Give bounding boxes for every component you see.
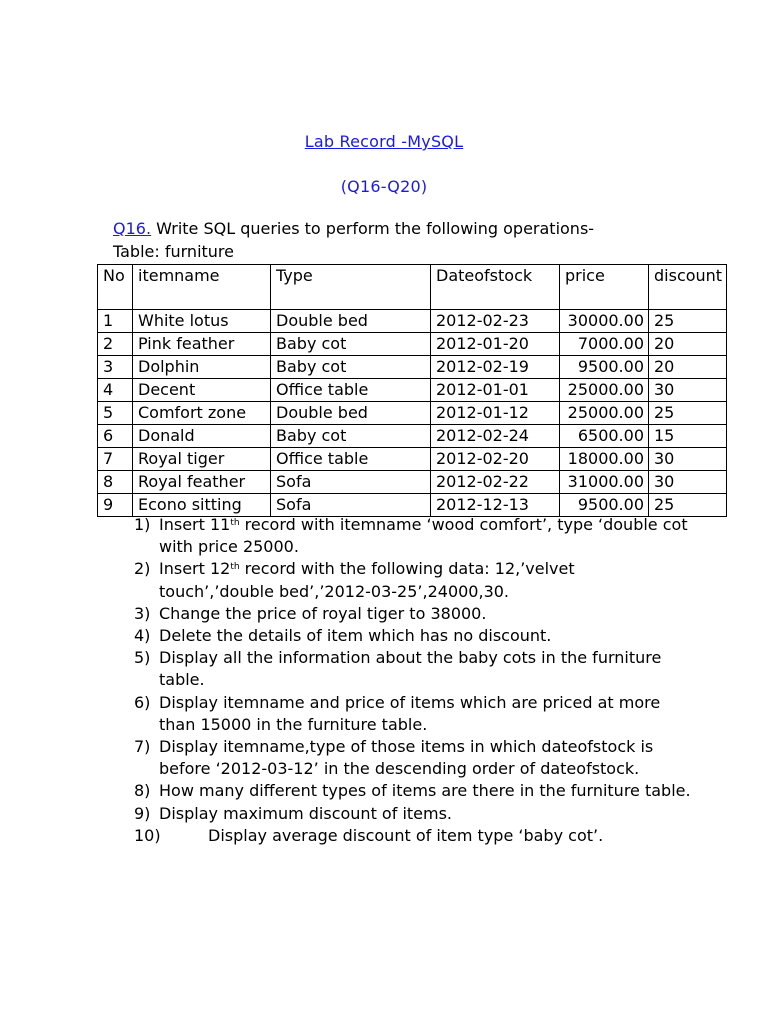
ordinal-suffix: th — [230, 562, 240, 573]
operation-number: 7) — [134, 737, 151, 757]
operation-number: 4) — [134, 626, 151, 646]
operation-item — [134, 803, 694, 825]
table-label: Table: furniture — [113, 242, 234, 261]
table-header-row — [98, 265, 727, 310]
table-row — [98, 333, 727, 356]
column-header: Type — [271, 265, 431, 310]
cell-type: Double bed — [271, 402, 431, 425]
cell-itemname: White lotus — [133, 310, 271, 333]
operations-list — [134, 514, 694, 847]
cell-dateofstock: 2012-12-13 — [431, 494, 560, 517]
operation-text: How many different types of items are there in the furniture table. — [159, 781, 691, 801]
cell-type: Baby cot — [271, 333, 431, 356]
operation-text: Insert 12 — [159, 559, 231, 579]
cell-price: 31000.00 — [560, 471, 649, 494]
column-header: No — [98, 265, 133, 310]
operation-item — [134, 647, 694, 691]
operation-text: Display maximum discount of items. — [159, 803, 453, 823]
table-row — [98, 448, 727, 471]
cell-price: 18000.00 — [560, 448, 649, 471]
operation-text: Display itemname,type of those items in which dateofstock is before ‘2012-03-12’ in the descending order of dateofstock. — [159, 737, 654, 779]
cell-itemname: Pink feather — [133, 333, 271, 356]
cell-price: 25000.00 — [560, 402, 649, 425]
operation-text: Insert 11 — [159, 515, 231, 534]
cell-price: 9500.00 — [560, 356, 649, 379]
page-title — [0, 132, 768, 151]
table-row — [98, 425, 727, 448]
page-title-link[interactable]: Lab Record -MySQL — [304, 132, 464, 151]
ordinal-suffix: th — [230, 518, 240, 528]
cell-price: 7000.00 — [560, 333, 649, 356]
cell-dateofstock: 2012-01-01 — [431, 379, 560, 402]
operation-item — [134, 603, 694, 625]
operation-item — [134, 558, 694, 602]
cell-no: 8 — [98, 471, 133, 494]
cell-type: Sofa — [271, 494, 431, 517]
furniture-table — [97, 264, 727, 517]
cell-discount: 20 — [649, 333, 727, 356]
table-row — [98, 379, 727, 402]
operation-item — [134, 514, 694, 558]
operation-number: 2) — [134, 559, 151, 579]
page-subtitle-text: (Q16-Q20) — [340, 177, 428, 196]
question-text: Write SQL queries to perform the following operations- — [151, 219, 595, 238]
cell-no: 9 — [98, 494, 133, 517]
operation-item — [134, 625, 694, 647]
column-header: itemname — [133, 265, 271, 310]
cell-discount: 25 — [649, 494, 727, 517]
operation-number: 6) — [134, 692, 151, 712]
operation-number: 1) — [134, 515, 151, 534]
operation-text: Display itemname and price of items which are priced at more than 15000 in the furniture table. — [159, 692, 661, 734]
operation-number: 9) — [134, 803, 151, 823]
cell-type: Double bed — [271, 310, 431, 333]
column-header: discount — [649, 265, 727, 310]
table-row — [98, 471, 727, 494]
cell-no: 2 — [98, 333, 133, 356]
operation-text: Delete the details of item which has no discount. — [159, 626, 552, 646]
cell-no: 6 — [98, 425, 133, 448]
cell-type: Office table — [271, 379, 431, 402]
question-label-link[interactable]: Q16. — [113, 219, 152, 238]
column-header: price — [560, 265, 649, 310]
cell-itemname: Decent — [133, 379, 271, 402]
cell-no: 3 — [98, 356, 133, 379]
cell-dateofstock: 2012-02-20 — [431, 448, 560, 471]
operation-text: Display all the information about the baby cots in the furniture table. — [159, 648, 662, 690]
table-row — [98, 356, 727, 379]
cell-discount: 30 — [649, 448, 727, 471]
column-header: Dateofstock — [431, 265, 560, 310]
cell-dateofstock: 2012-02-22 — [431, 471, 560, 494]
cell-dateofstock: 2012-02-24 — [431, 425, 560, 448]
cell-discount: 20 — [649, 356, 727, 379]
cell-dateofstock: 2012-01-20 — [431, 333, 560, 356]
cell-price: 6500.00 — [560, 425, 649, 448]
cell-no: 7 — [98, 448, 133, 471]
operation-number: 10) — [134, 825, 161, 845]
table-row — [98, 310, 727, 333]
cell-type: Baby cot — [271, 425, 431, 448]
cell-discount: 30 — [649, 379, 727, 402]
question-line — [113, 219, 594, 238]
cell-no: 1 — [98, 310, 133, 333]
cell-discount: 25 — [649, 310, 727, 333]
operation-text: Change the price of royal tiger to 38000. — [159, 603, 487, 623]
operation-item — [134, 692, 694, 736]
operation-item — [134, 825, 694, 847]
cell-type: Office table — [271, 448, 431, 471]
cell-itemname: Royal tiger — [133, 448, 271, 471]
cell-price: 25000.00 — [560, 379, 649, 402]
operation-text: record with the following data: 12,’velvet touch’,’double bed’,’2012-03-25’,24000,30. — [159, 559, 575, 601]
table-row — [98, 402, 727, 425]
cell-price: 30000.00 — [560, 310, 649, 333]
operation-number: 8) — [134, 781, 151, 801]
cell-discount: 25 — [649, 402, 727, 425]
operation-number: 3) — [134, 603, 151, 623]
operation-text: Display average discount of item type ‘baby cot’. — [208, 825, 604, 845]
cell-type: Baby cot — [271, 356, 431, 379]
cell-itemname: Comfort zone — [133, 402, 271, 425]
cell-itemname: Dolphin — [133, 356, 271, 379]
operation-number: 5) — [134, 648, 151, 668]
cell-discount: 15 — [649, 425, 727, 448]
cell-dateofstock: 2012-02-23 — [431, 310, 560, 333]
operation-text: record with itemname ‘wood comfort’, type ‘double cot with price 25000. — [159, 515, 688, 557]
cell-discount: 30 — [649, 471, 727, 494]
page-subtitle — [0, 177, 768, 196]
cell-itemname: Econo sitting — [133, 494, 271, 517]
cell-no: 4 — [98, 379, 133, 402]
cell-itemname: Donald — [133, 425, 271, 448]
cell-dateofstock: 2012-02-19 — [431, 356, 560, 379]
cell-type: Sofa — [271, 471, 431, 494]
cell-price: 9500.00 — [560, 494, 649, 517]
operation-item — [134, 780, 694, 802]
cell-itemname: Royal feather — [133, 471, 271, 494]
cell-dateofstock: 2012-01-12 — [431, 402, 560, 425]
operation-item — [134, 736, 694, 780]
cell-no: 5 — [98, 402, 133, 425]
